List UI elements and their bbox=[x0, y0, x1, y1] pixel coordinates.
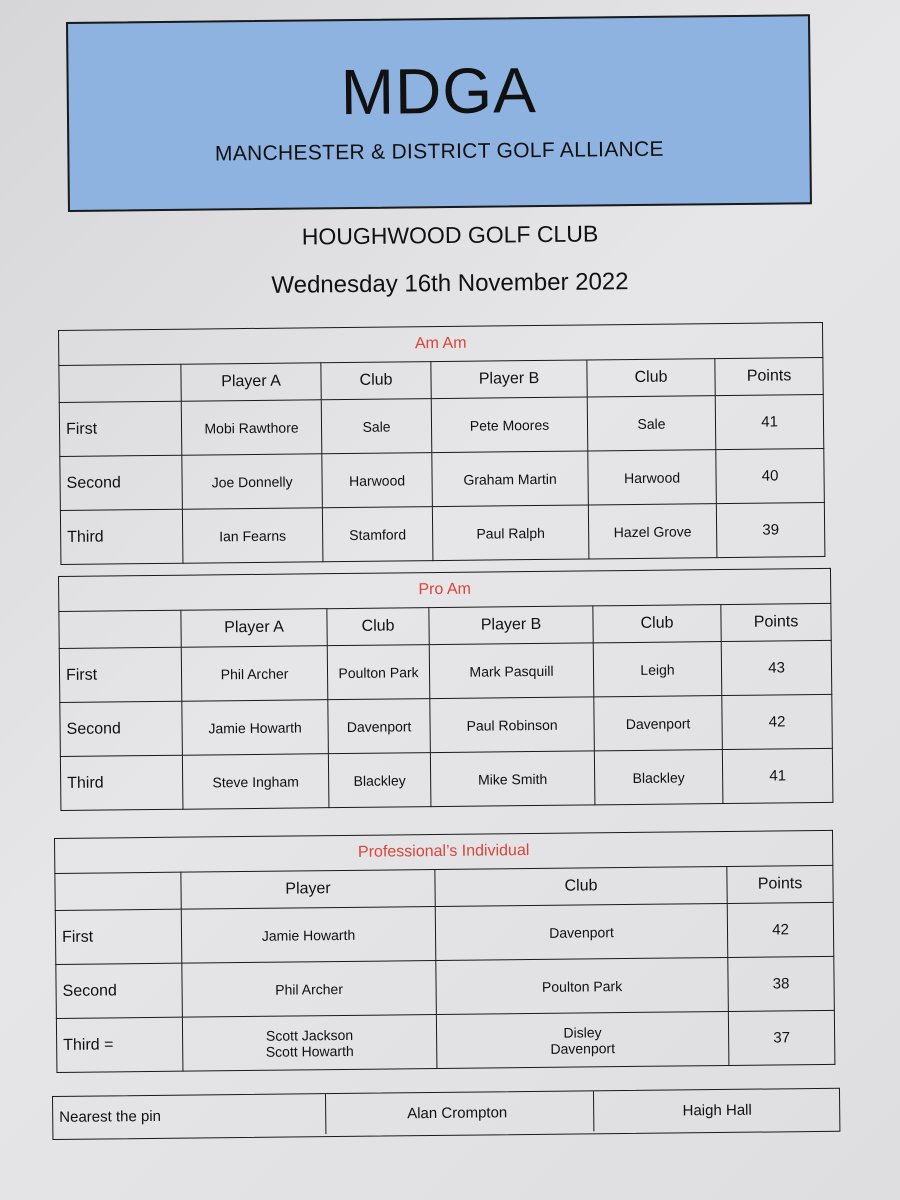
header-player-b: Player B bbox=[429, 606, 593, 645]
section-title: Am Am bbox=[59, 322, 823, 365]
points: 42 bbox=[722, 694, 833, 749]
position: Second bbox=[60, 455, 183, 510]
section-title: Pro Am bbox=[59, 568, 831, 611]
player-a: Jamie Howarth bbox=[182, 700, 329, 756]
header-player-a: Player A bbox=[181, 609, 327, 648]
club bbox=[436, 957, 729, 1014]
player-name-2: Scott Howarth bbox=[265, 1042, 354, 1060]
pro-individual-table bbox=[54, 830, 835, 1073]
table-row bbox=[55, 902, 834, 964]
position: Second bbox=[60, 701, 183, 756]
player-b: Mike Smith bbox=[430, 751, 595, 807]
player-a: Steve Ingham bbox=[182, 754, 329, 810]
position: Third bbox=[60, 755, 183, 810]
am-am-table bbox=[58, 322, 825, 565]
club-b: Leigh bbox=[593, 642, 722, 697]
points: 41 bbox=[715, 394, 824, 449]
club-b: Sale bbox=[587, 396, 716, 451]
club-b: Davenport bbox=[594, 696, 723, 751]
header-player-a: Player A bbox=[181, 363, 321, 401]
player bbox=[182, 961, 437, 1018]
club-name: Davenport bbox=[549, 923, 614, 941]
points: 40 bbox=[716, 448, 825, 503]
venue-title: HOUGHWOOD GOLF CLUB bbox=[301, 220, 599, 250]
table-row bbox=[60, 502, 825, 564]
player-a: Ian Fearns bbox=[182, 508, 323, 563]
header-blank bbox=[59, 610, 181, 648]
header-club-b: Club bbox=[587, 359, 715, 397]
header-blank bbox=[55, 872, 181, 910]
player-b: Graham Martin bbox=[432, 451, 589, 507]
club-a: Blackley bbox=[328, 753, 431, 808]
banner-acronym: MDGA bbox=[340, 54, 538, 129]
nearest-pin-label: Nearest the pin bbox=[59, 1107, 162, 1126]
nearest-pin-player: Alan Crompton bbox=[325, 1091, 588, 1134]
section-title: Professional’s Individual bbox=[55, 830, 833, 873]
player-a: Joe Donnelly bbox=[182, 454, 323, 509]
player-b: Paul Robinson bbox=[430, 697, 595, 753]
header-club-a: Club bbox=[321, 362, 431, 400]
club-a: Davenport bbox=[328, 699, 431, 754]
table-row bbox=[60, 748, 833, 810]
player-b: Pete Moores bbox=[431, 397, 588, 453]
header-points: Points bbox=[727, 865, 833, 903]
club-a: Sale bbox=[321, 399, 432, 454]
header-points: Points bbox=[721, 603, 831, 641]
table-row bbox=[60, 694, 833, 756]
table-row bbox=[59, 640, 832, 702]
header-club: Club bbox=[435, 866, 727, 906]
points: 41 bbox=[722, 748, 833, 803]
table-row bbox=[60, 448, 825, 510]
position: Third = bbox=[56, 1017, 183, 1072]
club bbox=[435, 903, 728, 960]
points: 42 bbox=[727, 902, 834, 957]
club-name: Poulton Park bbox=[541, 977, 623, 995]
banner-full-name: MANCHESTER & DISTRICT GOLF ALLIANCE bbox=[214, 137, 664, 166]
position: First bbox=[59, 647, 182, 702]
position: Third bbox=[60, 509, 183, 564]
header-club-a: Club bbox=[327, 608, 429, 646]
position: First bbox=[55, 909, 182, 964]
player-b: Paul Ralph bbox=[432, 505, 589, 561]
header-blank bbox=[59, 364, 181, 402]
player bbox=[182, 1015, 437, 1072]
points: 43 bbox=[721, 640, 832, 695]
points: 37 bbox=[728, 1010, 835, 1065]
club-name: Disley bbox=[563, 1023, 602, 1041]
club-a: Poulton Park bbox=[327, 645, 430, 700]
club-a: Harwood bbox=[322, 453, 433, 508]
club bbox=[436, 1011, 729, 1068]
player bbox=[181, 907, 436, 964]
pro-am-table bbox=[58, 568, 833, 811]
header-player: Player bbox=[181, 870, 435, 910]
player-name: Phil Archer bbox=[275, 980, 344, 998]
club-b: Hazel Grove bbox=[588, 504, 717, 559]
club-a: Stamford bbox=[322, 507, 433, 562]
player-a: Phil Archer bbox=[181, 646, 328, 702]
club-name-2: Davenport bbox=[550, 1039, 616, 1057]
nearest-pin-club: Haigh Hall bbox=[593, 1089, 840, 1132]
position: First bbox=[59, 401, 182, 456]
event-date: Wednesday 16th November 2022 bbox=[271, 268, 629, 299]
player-b: Mark Pasquill bbox=[429, 643, 594, 699]
player-a: Mobi Rawthore bbox=[181, 400, 322, 455]
points: 38 bbox=[728, 956, 835, 1011]
header-player-b: Player B bbox=[431, 360, 587, 399]
player-name: Scott Jackson bbox=[265, 1026, 354, 1044]
club-b: Harwood bbox=[588, 450, 717, 505]
table-row bbox=[56, 956, 835, 1018]
header-club-b: Club bbox=[593, 605, 721, 643]
club-b: Blackley bbox=[594, 750, 723, 805]
position: Second bbox=[56, 963, 183, 1018]
nearest-pin-row bbox=[52, 1088, 840, 1140]
mdga-banner bbox=[66, 14, 812, 212]
table-row bbox=[59, 394, 824, 456]
points: 39 bbox=[716, 502, 825, 557]
header-points: Points bbox=[715, 357, 823, 395]
table-row bbox=[56, 1010, 835, 1072]
player-name: Jamie Howarth bbox=[261, 926, 356, 944]
